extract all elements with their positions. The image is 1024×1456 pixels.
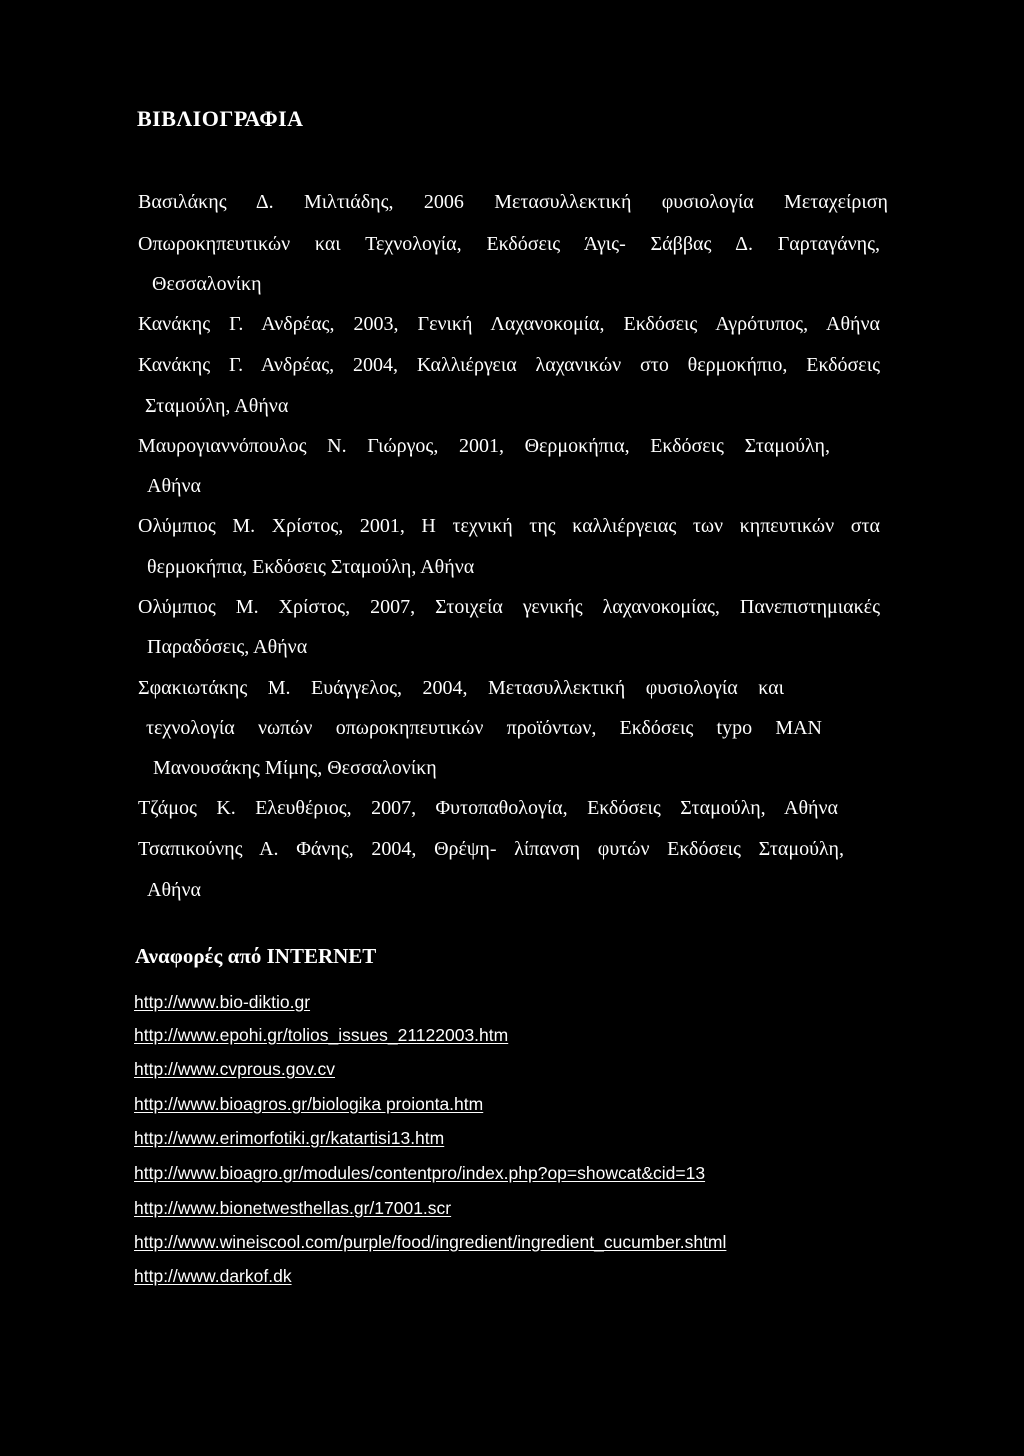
internet-link[interactable]: http://www.wineiscool.com/purple/food/ingredient/ingredient_cucumber.shtml	[134, 1232, 727, 1252]
ref-line: Μανουσάκης Μίμης, Θεσσαλονίκη	[153, 757, 437, 779]
internet-link[interactable]: http://www.cvprous.gov.cv	[134, 1059, 336, 1079]
ref-line: Τσαπικούνης Α. Φάνης, 2004, Θρέψη- λίπανση φυτών Εκδόσεις Σταμούλη,	[138, 838, 844, 860]
ref-line: Κανάκης Γ. Ανδρέας, 2003, Γενική Λαχανοκομία, Εκδόσεις Αγρότυπος, Αθήνα	[138, 313, 880, 335]
internet-link[interactable]: http://www.bio-diktio.gr	[134, 992, 311, 1012]
ref-line: Μαυρογιαννόπουλος Ν. Γιώργος, 2001, Θερμοκήπια, Εκδόσεις Σταμούλη,	[138, 435, 830, 457]
internet-link[interactable]: http://www.erimorfotiki.gr/katartisi13.htm	[134, 1128, 445, 1148]
ref-line: Αθήνα	[147, 879, 202, 901]
ref-line: Οπωροκηπευτικών και Τεχνολογία, Εκδόσεις Άγις- Σάββας Δ. Γαρταγάνης,	[138, 233, 880, 255]
internet-link[interactable]: http://www.bioagro.gr/modules/contentpro/index.php?op=showcat&cid=13	[134, 1163, 706, 1183]
ref-line: Σταμούλη, Αθήνα	[145, 395, 289, 417]
ref-line: Αθήνα	[147, 475, 202, 497]
ref-line: Θεσσαλονίκη	[152, 273, 262, 295]
internet-link[interactable]: http://www.epohi.gr/tolios_issues_21122003.htm	[134, 1025, 509, 1045]
bibliography-heading: ΒΙΒΛΙΟΓΡΑΦΙΑ	[137, 106, 304, 131]
internet-link[interactable]: http://www.bionetwesthellas.gr/17001.scr	[134, 1198, 452, 1218]
ref-line: Παραδόσεις, Αθήνα	[147, 636, 308, 658]
ref-line: θερμοκήπια, Εκδόσεις Σταμούλη, Αθήνα	[147, 556, 475, 578]
internet-link[interactable]: http://www.bioagros.gr/biologika proionta.htm	[134, 1094, 484, 1114]
ref-line: Τζάμος Κ. Ελευθέριος, 2007, Φυτοπαθολογία, Εκδόσεις Σταμούλη, Αθήνα	[138, 797, 838, 819]
ref-line: Κανάκης Γ. Ανδρέας, 2004, Καλλιέργεια λαχανικών στο θερμοκήπιο, Εκδόσεις	[138, 354, 880, 376]
ref-line: Ολύμπιος Μ. Χρίστος, 2007, Στοιχεία γενικής λαχανοκομίας, Πανεπιστημιακές	[138, 596, 880, 618]
ref-line: τεχνολογία νωπών οπωροκηπευτικών προϊόντων, Εκδόσεις typo MAN	[146, 717, 822, 739]
ref-line: Βασιλάκης Δ. Μιλτιάδης, 2006 Μετασυλλεκτική φυσιολογία Μεταχείριση	[138, 191, 888, 213]
internet-references-heading: Αναφορές από INTERNET	[135, 944, 377, 968]
ref-line: Σφακιωτάκης Μ. Ευάγγελος, 2004, Μετασυλλεκτική φυσιολογία και	[138, 677, 784, 699]
internet-link[interactable]: http://www.darkof.dk	[134, 1266, 292, 1286]
ref-line: Ολύμπιος Μ. Χρίστος, 2001, Η τεχνική της καλλιέργειας των κηπευτικών στα	[138, 515, 880, 537]
